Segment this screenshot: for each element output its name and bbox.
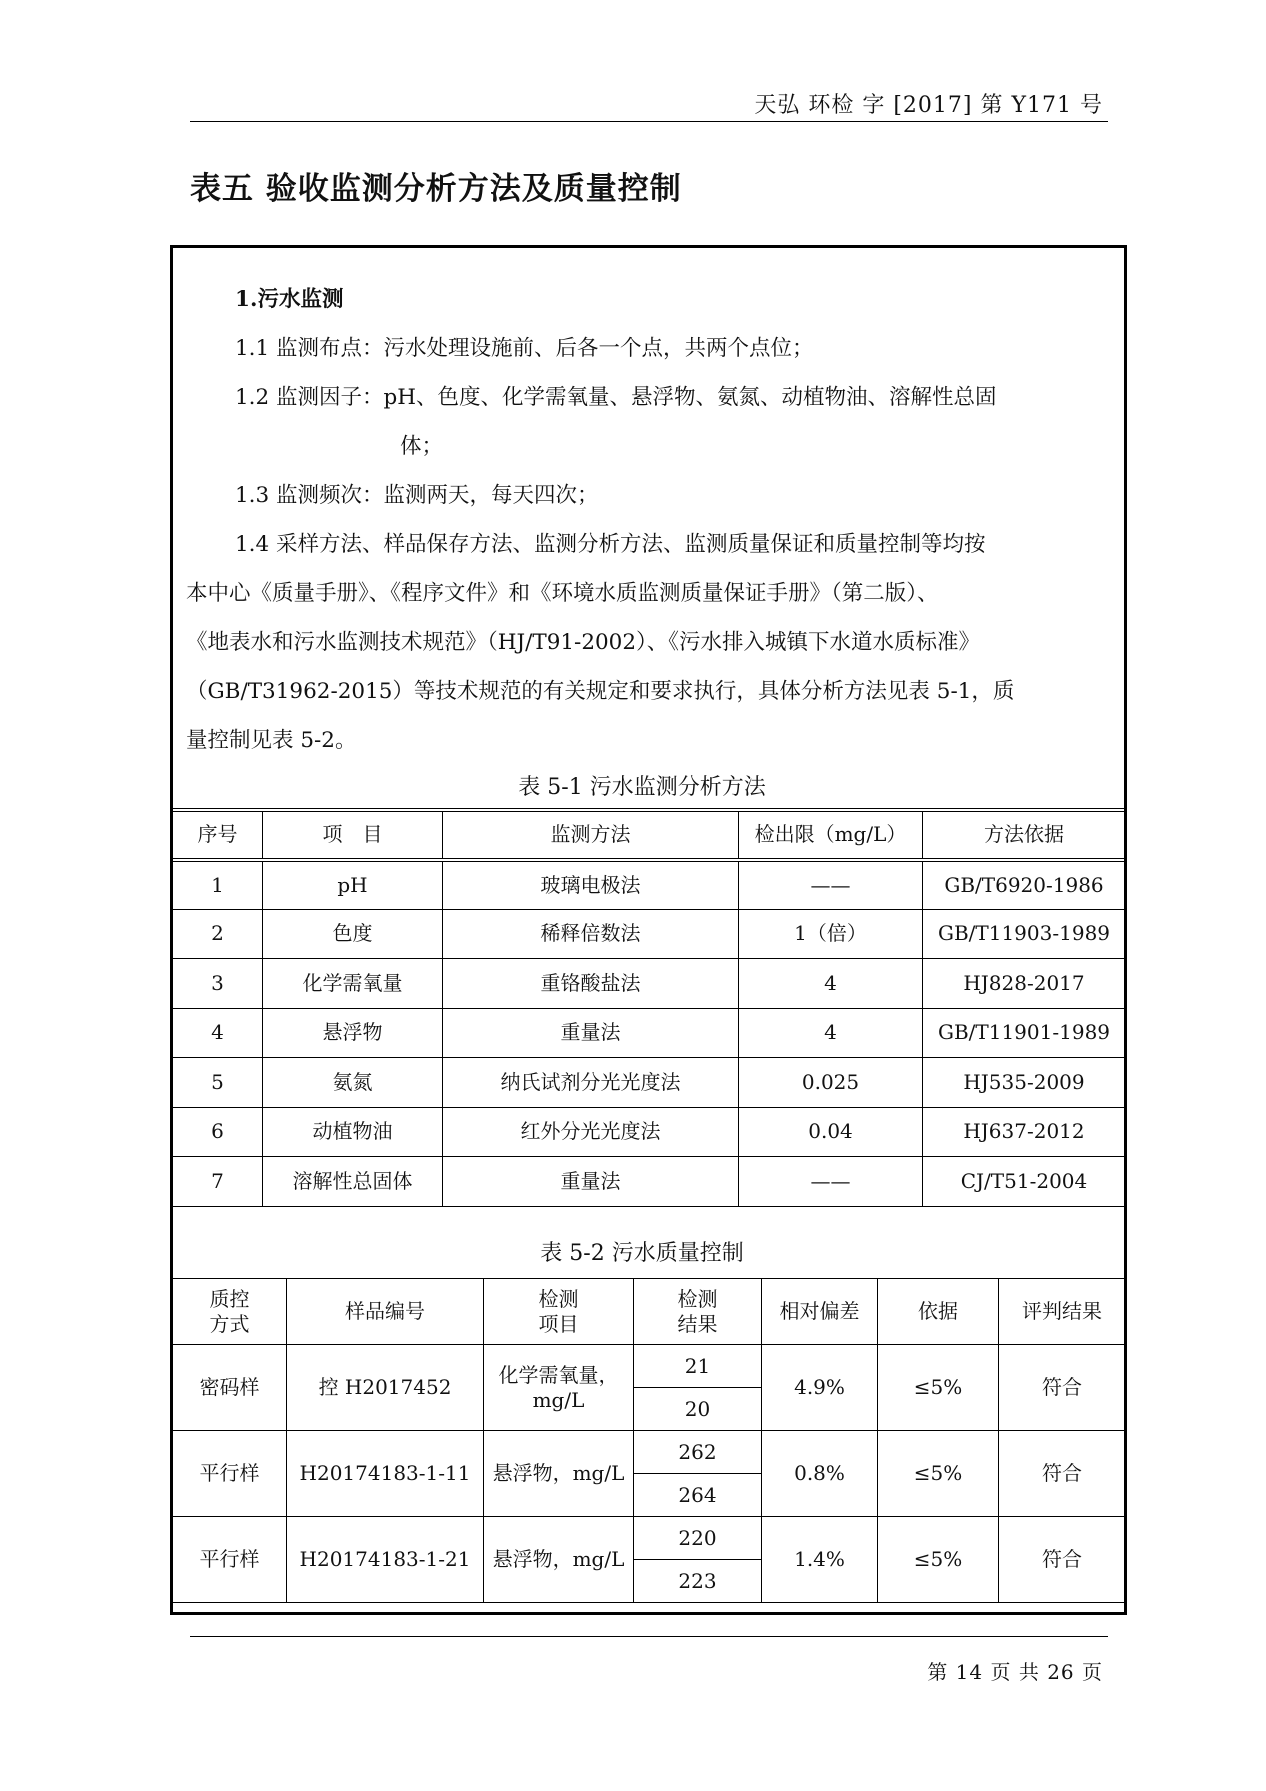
footer-divider: [190, 1636, 1108, 1637]
cell-qc-method: 平行样: [173, 1431, 287, 1517]
paragraph-methods-line4: （GB/T31962-2015）等技术规范的有关规定和要求执行，具体分析方法见表 5-1，质: [186, 679, 1015, 704]
subsection-heading: 1.污水监测: [235, 287, 344, 312]
cell-deviation: 0.8%: [762, 1431, 878, 1517]
table-row: [173, 1157, 1126, 1207]
header-line: 方式: [209, 1311, 250, 1336]
col-header-method: 监测方法: [443, 810, 739, 860]
cell-item: 溶解性总固体: [263, 1157, 443, 1207]
cell-basis: ≤5%: [878, 1517, 999, 1603]
col-header-basis: 依据: [878, 1279, 999, 1345]
cell-deviation: 1.4%: [762, 1517, 878, 1603]
cell-standard: HJ828-2017: [923, 959, 1126, 1009]
cell-result: 262: [634, 1431, 762, 1474]
cell-item: 色度: [263, 909, 443, 959]
cell-item: 氨氮: [263, 1058, 443, 1108]
section-title: 表五 验收监测分析方法及质量控制: [190, 171, 682, 207]
col-header-standard: 方法依据: [923, 810, 1126, 860]
table1-caption: 表 5-1 污水监测分析方法: [518, 775, 766, 800]
cell-standard: CJ/T51-2004: [923, 1157, 1126, 1207]
cell-test-item: 悬浮物，mg/L: [484, 1517, 634, 1603]
cell-sample-id: H20174183-1-11: [287, 1431, 484, 1517]
cell-result: 220: [634, 1517, 762, 1560]
col-header-item: 项 目: [263, 810, 443, 860]
cell-no: 4: [173, 1008, 263, 1058]
paragraph-methods-line1: 1.4 采样方法、样品保存方法、监测分析方法、监测质量保证和质量控制等均按: [235, 532, 986, 557]
cell-standard: HJ637-2012: [923, 1107, 1126, 1157]
col-header-qc-method: [173, 1279, 287, 1345]
cell-sample-id: H20174183-1-21: [287, 1517, 484, 1603]
quality-control-table: [172, 1278, 1126, 1603]
report-number: 天弘 环检 字 [2017] 第 Y171 号: [754, 93, 1103, 118]
cell-result: 223: [634, 1560, 762, 1603]
cell-sample-id: 控 H2017452: [287, 1345, 484, 1431]
table-row: [173, 959, 1126, 1009]
cell-result: 20: [634, 1388, 762, 1431]
table-row: [173, 1008, 1126, 1058]
cell-method: 玻璃电极法: [443, 860, 739, 910]
page-number: 第 14 页 共 26 页: [927, 1660, 1103, 1684]
cell-qc-method: 平行样: [173, 1517, 287, 1603]
header-line: 结果: [677, 1311, 718, 1336]
paragraph-monitoring-factors: 1.2 监测因子：pH、色度、化学需氧量、悬浮物、氨氮、动植物油、溶解性总固: [235, 385, 997, 410]
table-row: [173, 1517, 1126, 1560]
table-row: [173, 1345, 1126, 1388]
cell-test-item: [484, 1345, 634, 1431]
cell-limit: 4: [739, 959, 923, 1009]
cell-no: 5: [173, 1058, 263, 1108]
table-row: [173, 1058, 1126, 1108]
header-line: 检测: [538, 1286, 579, 1311]
cell-line: 化学需氧量，: [498, 1362, 619, 1387]
cell-basis: ≤5%: [878, 1431, 999, 1517]
col-header-verdict: 评判结果: [999, 1279, 1126, 1345]
table-row: [173, 1431, 1126, 1474]
cell-basis: ≤5%: [878, 1345, 999, 1431]
table2-header-row: [173, 1279, 1126, 1345]
cell-no: 1: [173, 860, 263, 910]
cell-no: 3: [173, 959, 263, 1009]
cell-result: 21: [634, 1345, 762, 1388]
cell-limit: 0.025: [739, 1058, 923, 1108]
header-line: 质控: [209, 1286, 250, 1311]
col-header-test-item: [484, 1279, 634, 1345]
paragraph-methods-line5: 量控制见表 5-2。: [186, 728, 357, 753]
col-header-no: 序号: [173, 810, 263, 860]
cell-standard: HJ535-2009: [923, 1058, 1126, 1108]
cell-verdict: 符合: [999, 1517, 1126, 1603]
cell-method: 重铬酸盐法: [443, 959, 739, 1009]
col-header-test-result: [634, 1279, 762, 1345]
cell-limit: 0.04: [739, 1107, 923, 1157]
cell-limit: 4: [739, 1008, 923, 1058]
paragraph-monitoring-points: 1.1 监测布点：污水处理设施前、后各一个点，共两个点位；: [235, 336, 814, 361]
paragraph-monitoring-frequency: 1.3 监测频次：监测两天，每天四次；: [235, 483, 599, 508]
paragraph-monitoring-factors-cont: 体；: [400, 434, 444, 459]
header-line: 检测: [677, 1286, 718, 1311]
cell-limit: 1（倍）: [739, 909, 923, 959]
cell-verdict: 符合: [999, 1431, 1126, 1517]
cell-limit: ——: [739, 860, 923, 910]
paragraph-methods-line2: 本中心《质量手册》、《程序文件》和《环境水质监测质量保证手册》（第二版）、: [186, 581, 939, 606]
table1-header-row: [173, 810, 1126, 860]
cell-method: 稀释倍数法: [443, 909, 739, 959]
cell-item: pH: [263, 860, 443, 910]
cell-method: 重量法: [443, 1008, 739, 1058]
cell-method: 纳氏试剂分光光度法: [443, 1058, 739, 1108]
cell-no: 7: [173, 1157, 263, 1207]
header-divider: [190, 121, 1108, 122]
cell-method: 红外分光光度法: [443, 1107, 739, 1157]
cell-result: 264: [634, 1474, 762, 1517]
cell-test-item: 悬浮物，mg/L: [484, 1431, 634, 1517]
table-row: [173, 909, 1126, 959]
cell-no: 2: [173, 909, 263, 959]
col-header-relative-deviation: 相对偏差: [762, 1279, 878, 1345]
paragraph-methods-line3: 《地表水和污水监测技术规范》（HJ/T91-2002）、《污水排入城镇下水道水质标准》: [186, 630, 981, 655]
cell-deviation: 4.9%: [762, 1345, 878, 1431]
table-row: [173, 860, 1126, 910]
cell-limit: ——: [739, 1157, 923, 1207]
cell-method: 重量法: [443, 1157, 739, 1207]
cell-item: 悬浮物: [263, 1008, 443, 1058]
table-row: [173, 1107, 1126, 1157]
cell-item: 动植物油: [263, 1107, 443, 1157]
cell-line: mg/L: [532, 1387, 585, 1412]
cell-no: 6: [173, 1107, 263, 1157]
cell-qc-method: 密码样: [173, 1345, 287, 1431]
cell-standard: GB/T11903-1989: [923, 909, 1126, 959]
cell-standard: GB/T11901-1989: [923, 1008, 1126, 1058]
analysis-methods-table: [172, 808, 1126, 1207]
col-header-sample-id: 样品编号: [287, 1279, 484, 1345]
col-header-detection-limit: 检出限（mg/L）: [739, 810, 923, 860]
cell-verdict: 符合: [999, 1345, 1126, 1431]
header-line: 项目: [538, 1311, 579, 1336]
table2-caption: 表 5-2 污水质量控制: [540, 1241, 744, 1266]
cell-item: 化学需氧量: [263, 959, 443, 1009]
cell-standard: GB/T6920-1986: [923, 860, 1126, 910]
